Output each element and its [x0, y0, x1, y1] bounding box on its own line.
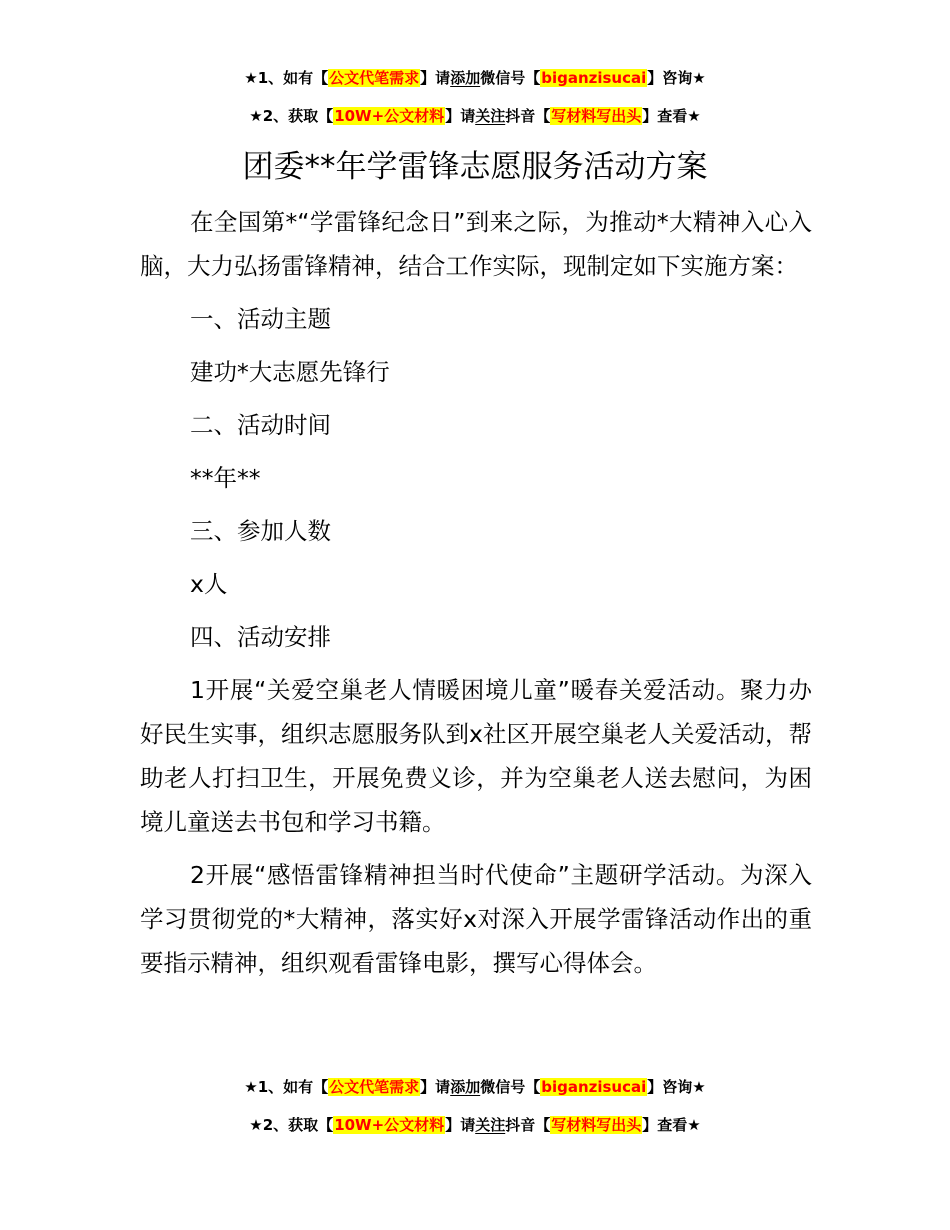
banner-prefix: ★1、如有【 [244, 69, 329, 87]
header-banner-line-2 [0, 106, 950, 126]
banner-text: 微信号【 [480, 1078, 541, 1096]
banner-text: 】请 [420, 69, 451, 87]
banner-account: 写材料写出头 [551, 107, 642, 125]
arrangement-item-2: 2开展“感悟雷锋精神担当时代使命”主题研学活动。为深入学习贯彻党的*大精神，落实好x对深入开展学雷锋活动作出的重要指示精神，组织观看雷锋电影，撰写心得体会。 [140, 861, 812, 977]
section-body-time: **年** [190, 464, 261, 492]
footer-banner-line-2 [0, 1115, 950, 1135]
intro-paragraph: 在全国第*“学雷锋纪念日”到来之际，为推动*大精神入心入脑，大力弘扬雷锋精神，结合工作实际，现制定如下实施方案： [140, 208, 812, 280]
banner-text: 】请 [445, 1116, 476, 1134]
banner-prefix: ★1、如有【 [244, 1078, 329, 1096]
section-heading-participants: 三、参加人数 [190, 517, 331, 545]
banner-suffix: 】咨询★ [647, 69, 706, 87]
banner-account: 写材料写出头 [551, 1116, 642, 1134]
section-body-participants: x人 [190, 570, 228, 598]
banner-highlight-service: 公文代笔需求 [329, 1078, 420, 1096]
banner-text: 微信号【 [480, 69, 541, 87]
banner-suffix: 】查看★ [642, 107, 701, 125]
document-body [140, 200, 812, 985]
section-heading-time: 二、活动时间 [190, 411, 331, 439]
document-title: 团委**年学雷锋志愿服务活动方案 [242, 149, 708, 185]
banner-emphasis: 关注 [475, 107, 506, 125]
banner-highlight-materials: 10W+公文材料 [334, 107, 445, 125]
banner-text: 】请 [445, 107, 476, 125]
banner-text: 抖音【 [505, 1116, 551, 1134]
section-body-theme: 建功*大志愿先锋行 [190, 358, 390, 386]
banner-wechat-id: biganzisucai [541, 1078, 647, 1096]
banner-wechat-id: biganzisucai [541, 69, 647, 87]
banner-emphasis: 关注 [475, 1116, 506, 1134]
banner-text: 抖音【 [505, 107, 551, 125]
section-heading-arrangement: 四、活动安排 [190, 623, 331, 651]
banner-prefix: ★2、获取【 [249, 107, 334, 125]
banner-suffix: 】咨询★ [647, 1078, 706, 1096]
banner-suffix: 】查看★ [642, 1116, 701, 1134]
arrangement-item-1: 1开展“关爱空巢老人情暖困境儿童”暖春关爱活动。聚力办好民生实事，组织志愿服务队到x社区开展空巢老人关爱活动，帮助老人打扫卫生，开展免费义诊，并为空巢老人送去慰问，为困境儿童送去书包和学习书籍。 [140, 676, 812, 836]
header-banner-line-1 [0, 68, 950, 88]
banner-emphasis: 添加 [450, 69, 481, 87]
banner-emphasis: 添加 [450, 1078, 481, 1096]
banner-text: 】请 [420, 1078, 451, 1096]
section-heading-theme: 一、活动主题 [190, 305, 331, 333]
banner-highlight-service: 公文代笔需求 [329, 69, 420, 87]
banner-highlight-materials: 10W+公文材料 [334, 1116, 445, 1134]
footer-banner-line-1 [0, 1077, 950, 1097]
banner-prefix: ★2、获取【 [249, 1116, 334, 1134]
